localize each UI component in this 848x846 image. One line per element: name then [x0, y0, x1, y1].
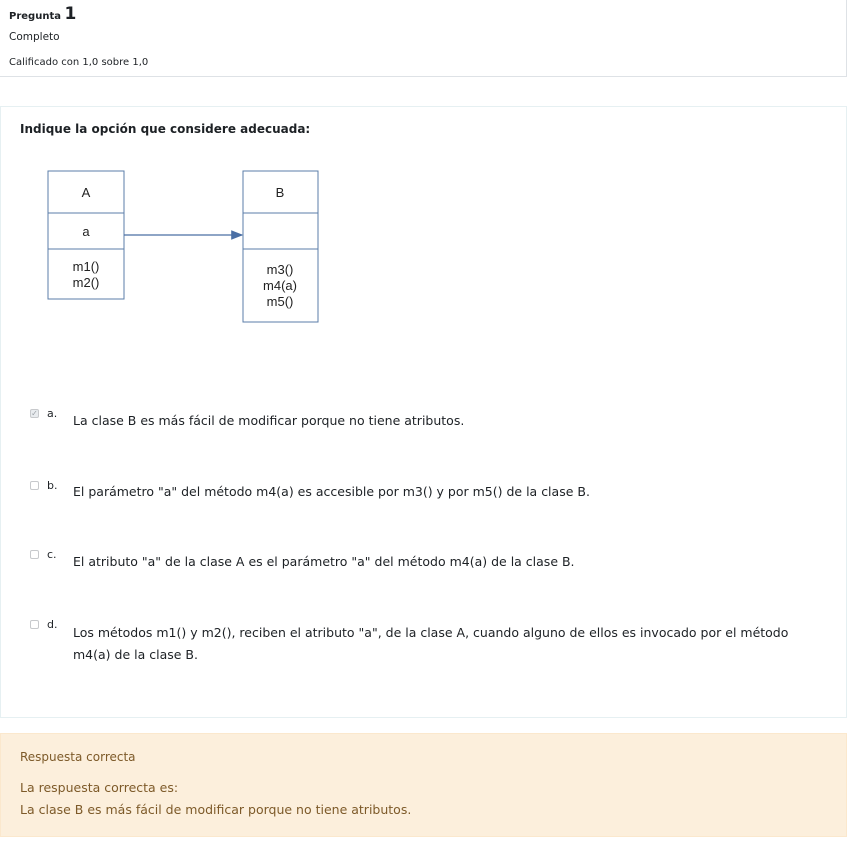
option-letter: b. [47, 479, 58, 492]
class-a-name: A [81, 185, 91, 200]
class-b-box [243, 171, 318, 322]
option-checkbox[interactable] [30, 620, 39, 629]
question-formulation [0, 106, 847, 718]
option-text: La clase B es más fácil de modificar porque no tiene atributos. [73, 413, 465, 428]
option-text: Los métodos m1() y m2(), reciben el atributo "a", de la clase A, cuando alguno de ellos es invocado por el método m4(a) de la clase B. [73, 625, 789, 662]
correct-answer-intro: La respuesta correcta es: [20, 780, 179, 795]
option-letter: d. [47, 618, 58, 631]
class-b-method: m3() [266, 262, 294, 277]
option-checkbox[interactable] [30, 481, 39, 490]
uml-class-diagram [1, 107, 848, 347]
question-info-panel [0, 0, 847, 77]
correct-answer-text: La clase B es más fácil de modificar porque no tiene atributos. [20, 802, 412, 817]
option-letter: c. [47, 548, 57, 561]
class-b-name: B [275, 185, 285, 200]
class-b-method: m5() [266, 294, 294, 309]
class-a-attribute: a [82, 224, 90, 239]
question-label: Pregunta [9, 11, 61, 22]
feedback-panel [0, 733, 847, 837]
option-text: El parámetro "a" del método m4(a) es accesible por m3() y por m5() de la clase B. [73, 484, 590, 499]
question-number [9, 4, 76, 24]
question-state: Completo [9, 31, 60, 43]
class-b-method: m4(a) [263, 278, 297, 293]
question-number-value: 1 [64, 4, 77, 24]
question-grade: Calificado con 1,0 sobre 1,0 [9, 57, 149, 68]
class-a-method: m1() [72, 259, 100, 274]
option-checkbox[interactable]: ✓ [31, 409, 38, 418]
question-prompt: Indique la opción que considere adecuada: [20, 122, 311, 136]
option-text: El atributo "a" de la clase A es el parámetro "a" del método m4(a) de la clase B. [73, 554, 575, 569]
class-a-box [48, 171, 124, 299]
feedback-title: Respuesta correcta [20, 750, 136, 764]
option-letter: a. [47, 407, 58, 420]
class-a-method: m2() [72, 275, 100, 290]
option-checkbox[interactable] [30, 550, 39, 559]
